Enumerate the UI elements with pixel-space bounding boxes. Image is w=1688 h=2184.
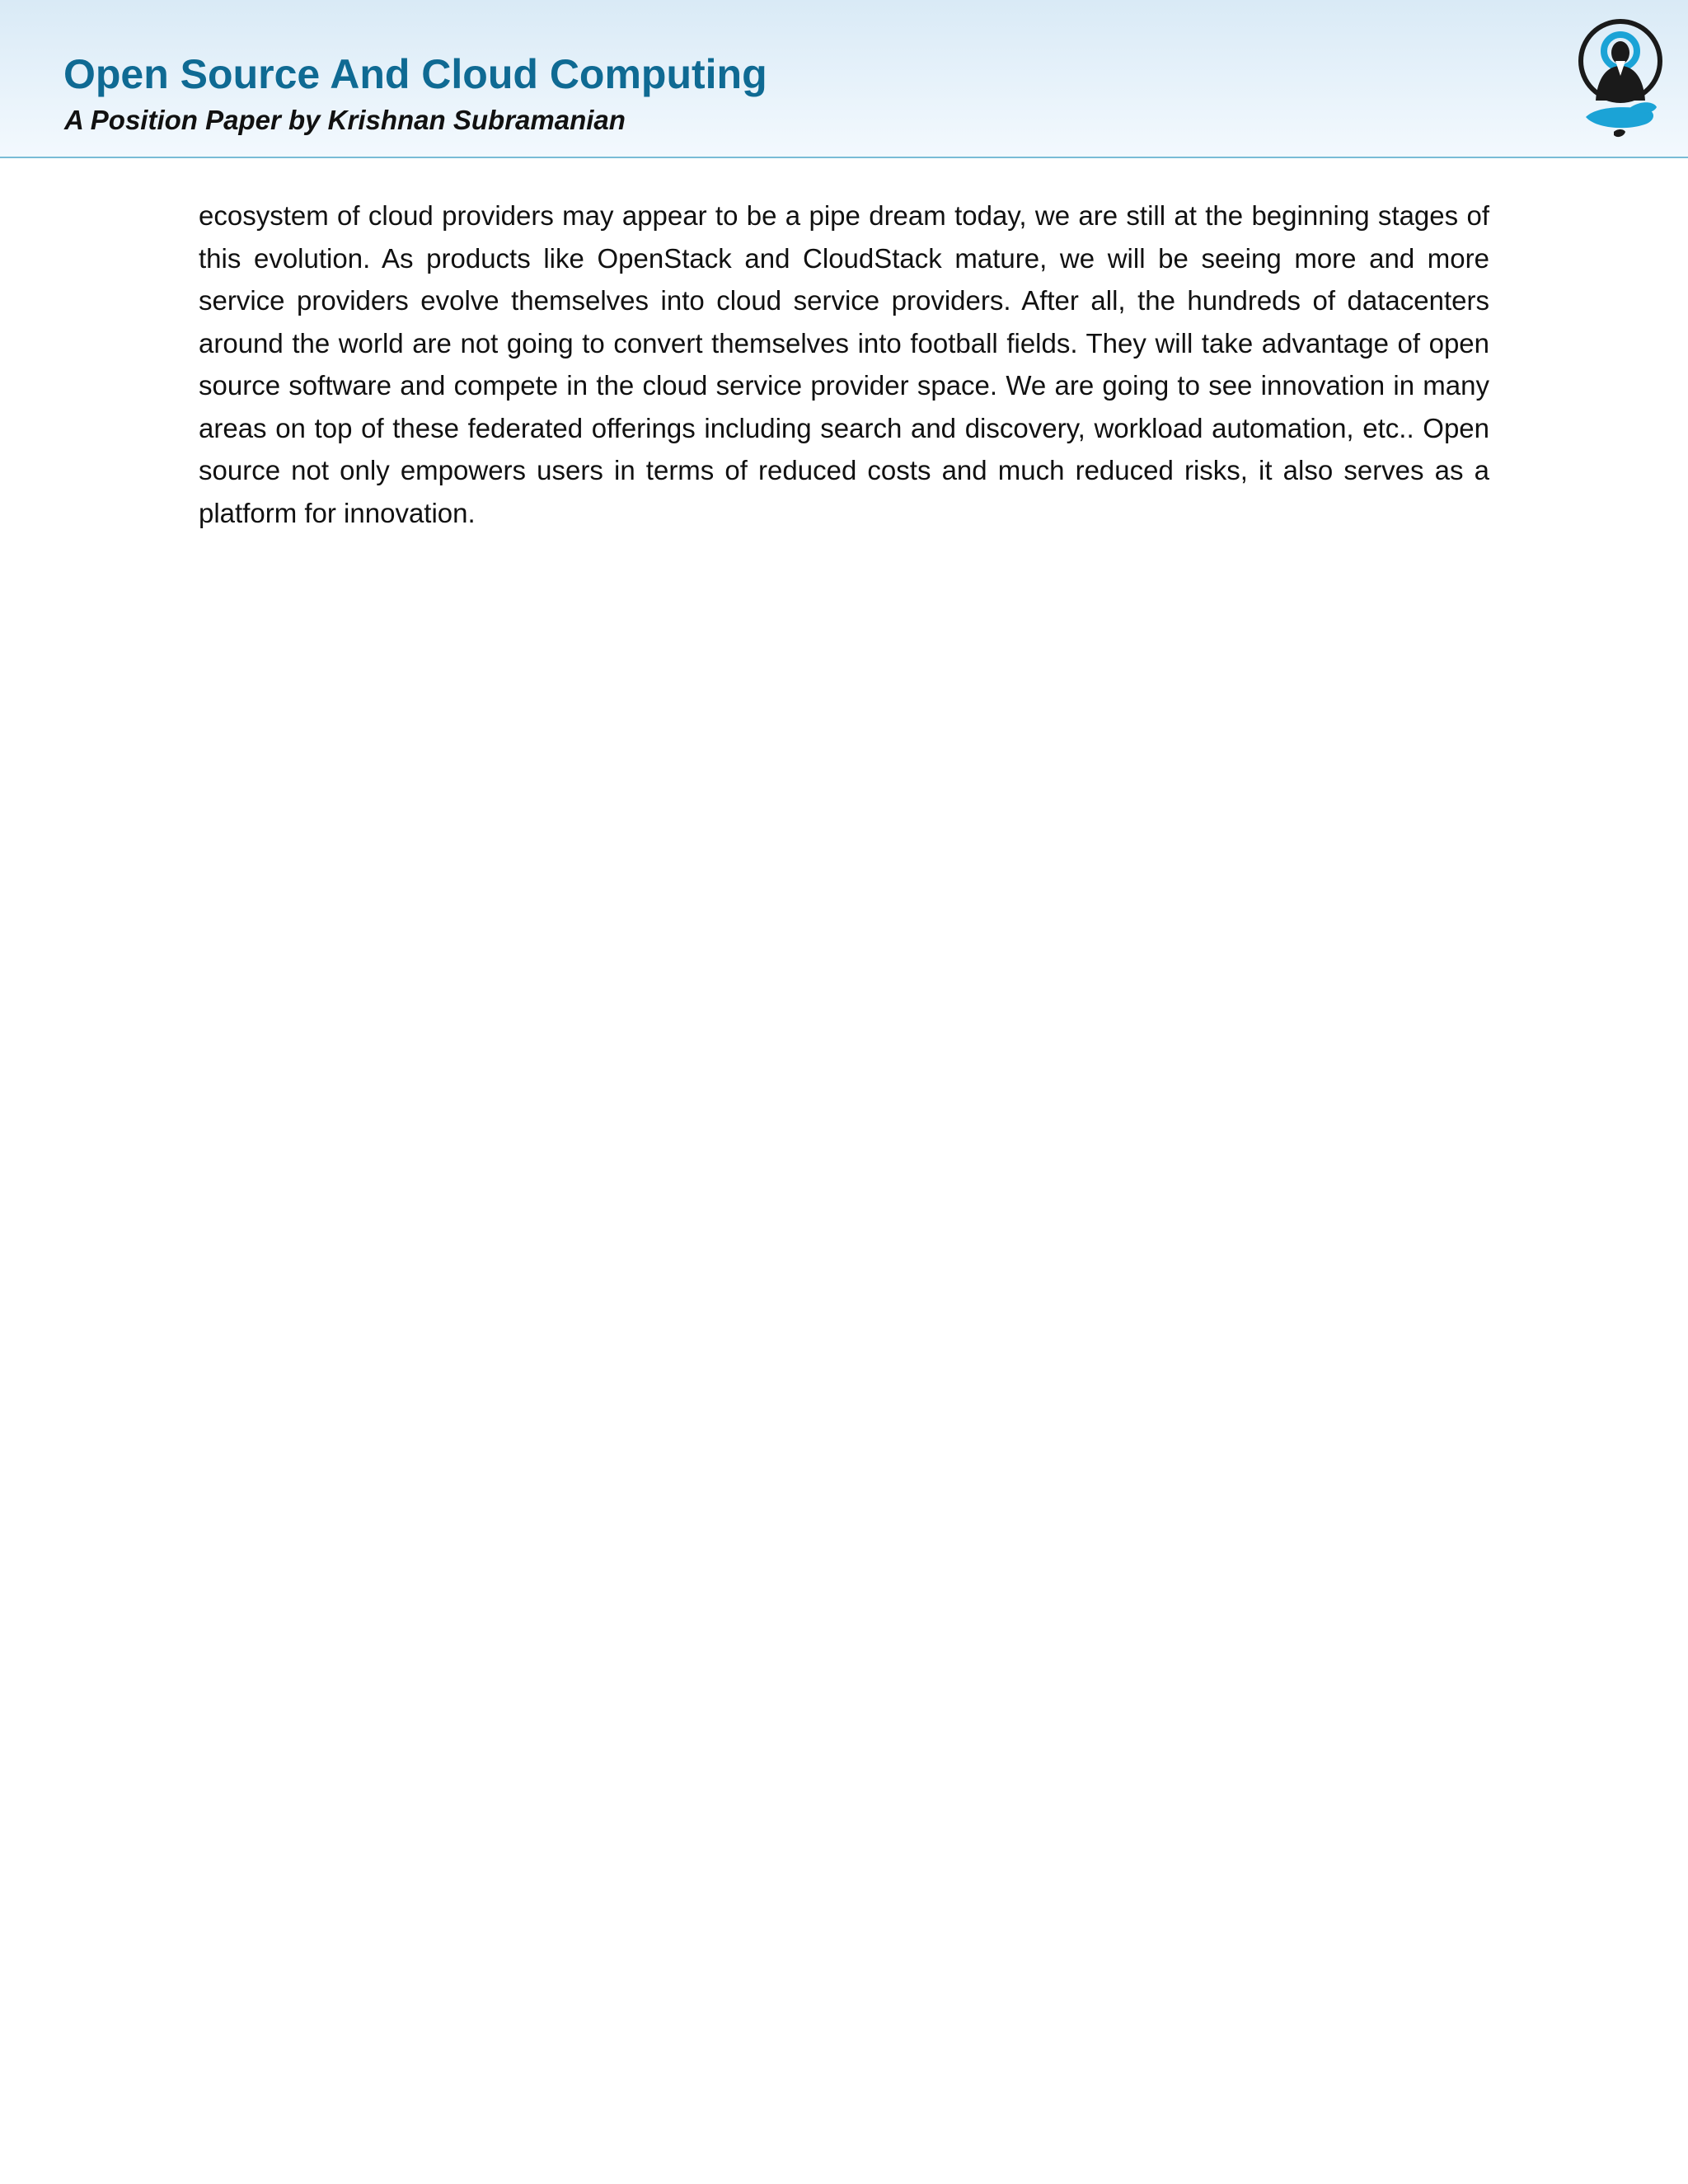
document-subtitle: A Position Paper by Krishnan Subramanian: [64, 105, 626, 135]
document-title: Open Source And Cloud Computing: [63, 51, 767, 97]
meditating-figure-logo-icon: [1571, 18, 1670, 143]
body-paragraph: ecosystem of cloud providers may appear to be a pipe dream today, we are still at the beginning stages of this evolution. As products like OpenStack and CloudStack mature, we will be seeing more and more service providers evolve themselves into cloud service providers. After all, the hundreds of datacenters around the world are not going to convert themselves into football fields. They will take advantage of open source software and compete in the cloud service provider space. We are going to see innovation in many areas on top of these federated offerings including search and discovery, workload automation, etc.. Open source not only empowers users in terms of reduced costs and much reduced risks, it also serves as a platform for innovation.: [199, 200, 1489, 528]
page-header: [0, 0, 1688, 158]
